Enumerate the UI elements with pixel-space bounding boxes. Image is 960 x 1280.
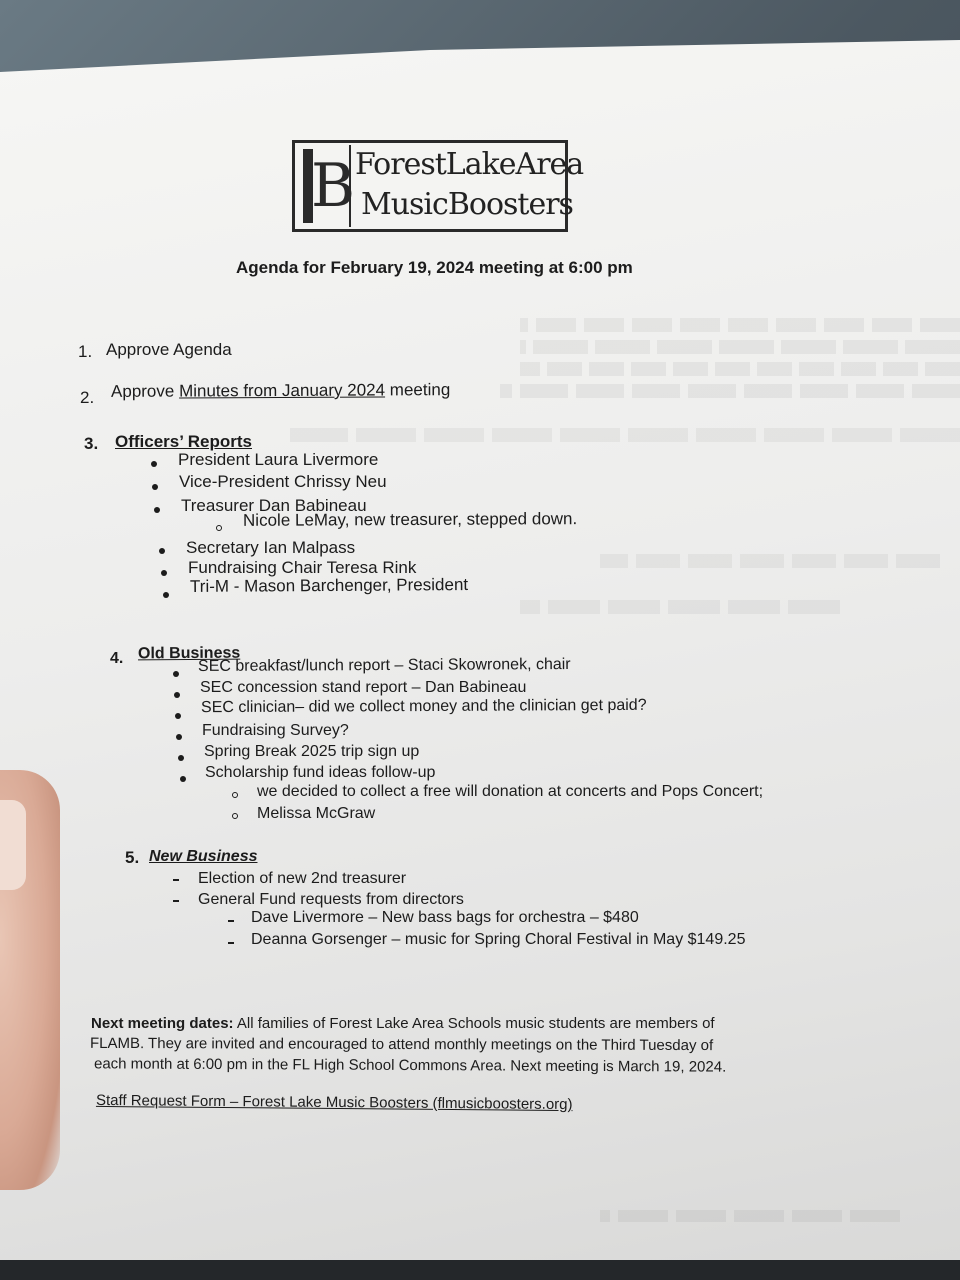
music-boosters-logo [292,140,584,232]
agenda-title: Agenda for February 19, 2024 meeting at 6:00 pm [236,258,633,277]
officer-secretary: Secretary Ian Malpass [186,538,356,557]
item-approve-minutes [111,380,450,402]
new-business-election: Election of new 2nd treasurer [198,870,407,887]
next-meeting-label: Next meeting dates: [91,1015,234,1032]
officer-president: President Laura Livermore [178,450,379,469]
next-meeting-line-3: each month at 6:00 pm in the FL High School Commons Area. Next meeting is March 19, 2024. [93,1055,727,1076]
bleed-through-text [520,318,960,332]
old-business-sec-clinician: SEC clinician– did we collect money and the clinician get paid? [200,696,647,717]
old-business-fundraising-survey: Fundraising Survey? [202,722,349,739]
bullet [152,484,158,490]
old-business-scholarship-note: we decided to collect a free will donation at concerts and Pops Concert; [257,783,764,800]
thumbnail [0,800,26,890]
bullet [161,570,167,576]
bullet [163,592,169,598]
bullet [154,507,160,513]
bullet [174,692,180,698]
item-number: 5. [125,848,140,867]
old-business-heading: Old Business [137,644,241,663]
staff-request-form-link[interactable]: Staff Request Form – Forest Lake Music Boosters (flmusicboosters.org) [95,1091,573,1114]
old-business-scholarship: Scholarship fund ideas follow-up [205,764,436,781]
bullet [176,734,182,740]
bullet [180,776,186,782]
officers-reports-heading: Officers’ Reports [115,432,252,451]
bullet [175,713,181,719]
dash [228,920,234,922]
bleed-through-text [500,384,960,398]
next-meeting-line-2: FLAMB. They are invited and encouraged to attend monthly meetings on the Third Tuesday of [89,1034,714,1055]
sub-bullet [232,792,238,798]
bullet [151,461,157,467]
old-business-sec-concession: SEC concession stand report – Dan Babineau [200,679,527,696]
minutes-link[interactable]: Minutes from January 2024 [178,380,386,401]
new-business-general-fund: General Fund requests from directors [198,891,464,908]
request-bass-bags: Dave Livermore – New bass bags for orchestra – $480 [251,909,639,926]
bleed-through-text [520,340,960,354]
officer-fundraising-chair: Fundraising Chair Teresa Rink [188,558,417,577]
next-meeting-text: All families of Forest Lake Area Schools music students are members of [233,1015,715,1032]
officer-tri-m: Tri-M - Mason Barchenger, President [189,575,469,596]
old-business-sec-breakfast: SEC breakfast/lunch report – Staci Skowronek, chair [197,656,571,675]
bullet [173,671,179,677]
bullet [159,548,165,554]
item-number: 3. [84,434,99,453]
request-choral-music: Deanna Gorsenger – music for Spring Choral Festival in May $149.25 [251,931,746,948]
bullet [178,755,184,761]
officer-vice-president: Vice-President Chrissy Neu [179,472,387,491]
bleed-through-text [520,600,840,614]
dash [228,942,234,944]
old-business-spring-break: Spring Break 2025 trip sign up [204,743,420,760]
sub-bullet [216,525,222,531]
next-meeting-line-1 [91,1015,715,1032]
bleed-through-text [290,428,960,442]
officer-treasurer-note: Nicole LeMay, new treasurer, stepped down. [242,509,578,530]
sub-bullet [232,813,238,819]
item-approve-agenda: Approve Agenda [106,340,232,359]
item-number: 1. [78,342,93,361]
new-business-heading: New Business [149,848,258,865]
dash [173,879,179,881]
old-business-scholarship-name: Melissa McGraw [257,805,376,822]
item-suffix: meeting [384,380,451,400]
item-number: 4. [110,650,124,667]
logo-line-2: MusicBoosters [361,187,573,222]
dash [173,900,179,902]
bleed-through-text [600,554,940,568]
bleed-through-text [600,1210,900,1222]
logo-letter-icon: B [311,151,356,221]
officer-treasurer: Treasurer Dan Babineau [181,496,367,515]
item-number: 2. [80,388,95,407]
logo-line-1: ForestLakeArea [355,147,584,182]
bleed-through-text [520,362,960,376]
item-prefix: Approve [110,381,180,401]
logo-emblem [299,145,356,227]
